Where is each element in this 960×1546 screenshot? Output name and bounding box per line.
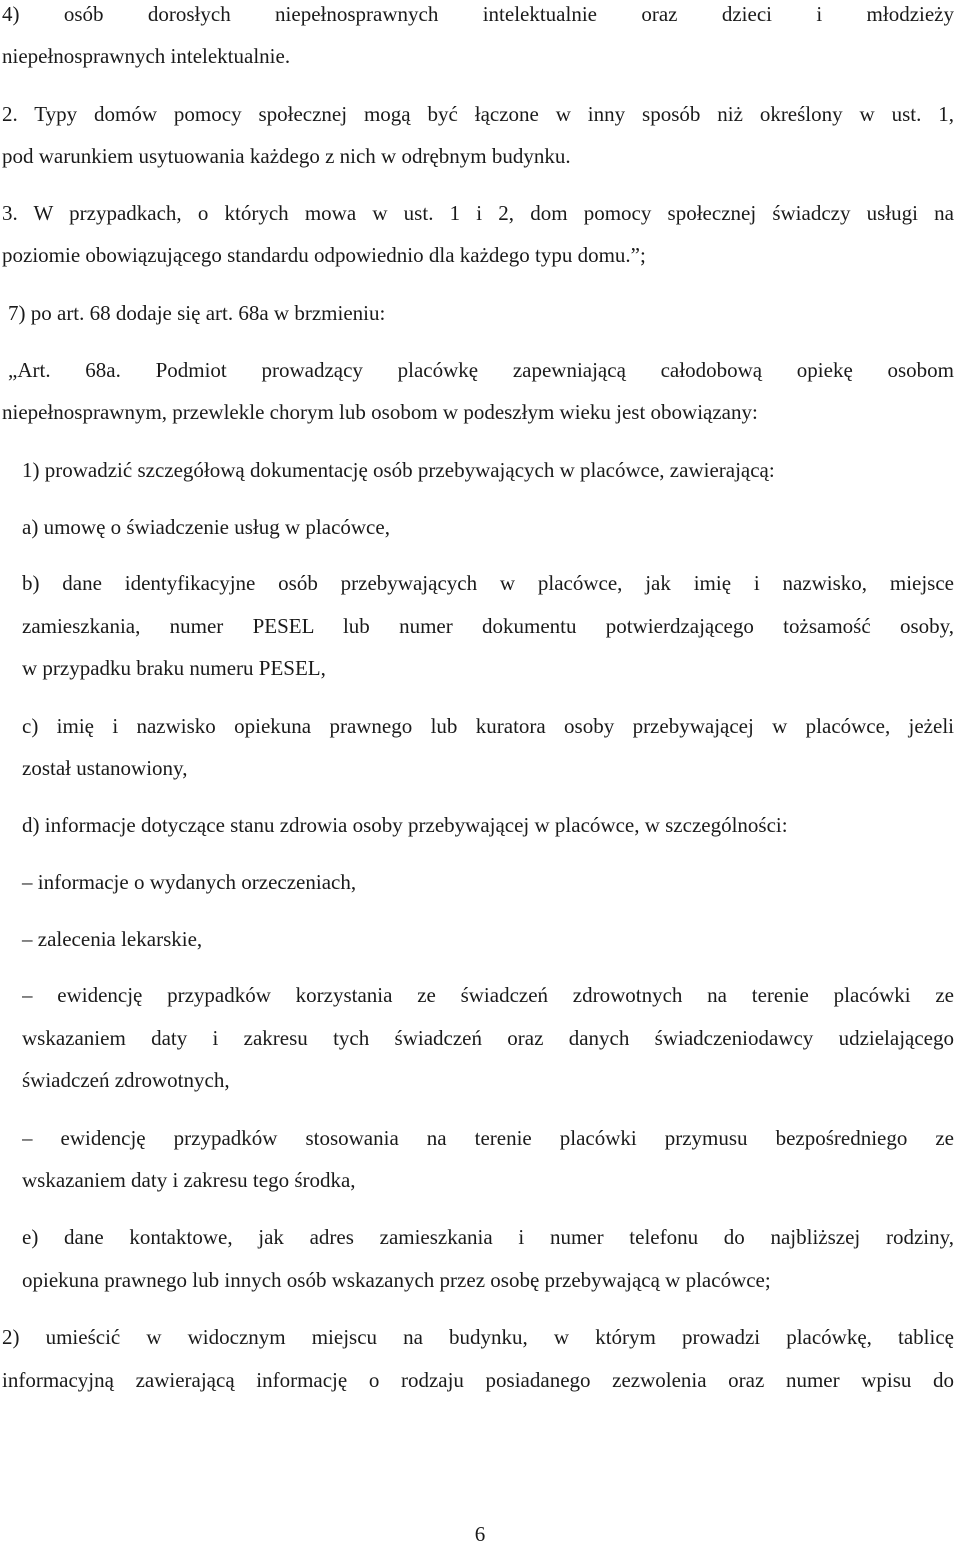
- text-line: – informacje o wydanych orzeczeniach,: [22, 870, 357, 894]
- text-line: informacyjną zawierającą informację o rodzaju posiadanego zezwolenia oraz numer wpisu do: [2, 1368, 954, 1392]
- text-line: został ustanowiony,: [22, 756, 188, 780]
- text-line: a) umowę o świadczenie usług w placówce,: [22, 515, 390, 539]
- text-line: 1) prowadzić szczegółową dokumentację osób przebywających w placówce, zawierającą:: [22, 458, 775, 482]
- text-line: – zalecenia lekarskie,: [22, 927, 203, 951]
- text-line: b) dane identyfikacyjne osób przebywających w placówce, jak imię i nazwisko, miejsce: [22, 571, 954, 595]
- text-line: – ewidencję przypadków stosowania na terenie placówki przymusu bezpośredniego ze: [22, 1126, 954, 1150]
- text-line: niepełnosprawnych intelektualnie.: [2, 44, 291, 68]
- text-line: wskazaniem daty i zakresu tego środka,: [22, 1168, 356, 1192]
- text-line: niepełnosprawnym, przewlekle chorym lub osobom w podeszłym wieku jest obowiązany:: [2, 400, 758, 424]
- text-line: c) imię i nazwisko opiekuna prawnego lub kuratora osoby przebywającej w placówce, jeżeli: [22, 714, 954, 738]
- text-line: 7) po art. 68 dodaje się art. 68a w brzmieniu:: [8, 301, 386, 325]
- text-line: e) dane kontaktowe, jak adres zamieszkania i numer telefonu do najbliższej rodziny,: [22, 1225, 954, 1249]
- text-line: pod warunkiem usytuowania każdego z nich w odrębnym budynku.: [2, 144, 571, 168]
- page-number: 6: [474, 1522, 486, 1546]
- text-line: w przypadku braku numeru PESEL,: [22, 656, 326, 680]
- text-line: 4) osób dorosłych niepełnosprawnych intelektualnie oraz dzieci i młodzieży: [2, 2, 954, 26]
- text-line: 2. Typy domów pomocy społecznej mogą być łączone w inny sposób niż określony w ust. 1,: [2, 102, 954, 126]
- text-line: d) informacje dotyczące stanu zdrowia osoby przebywającej w placówce, w szczególności:: [22, 813, 788, 837]
- text-line: opiekuna prawnego lub innych osób wskazanych przez osobę przebywającą w placówce;: [22, 1268, 771, 1292]
- text-line: 3. W przypadkach, o których mowa w ust. 1 i 2, dom pomocy społecznej świadczy usługi na: [2, 201, 954, 225]
- text-line: 2) umieścić w widocznym miejscu na budynku, w którym prowadzi placówkę, tablicę: [2, 1325, 954, 1349]
- text-line: świadczeń zdrowotnych,: [22, 1068, 230, 1092]
- text-line: „Art. 68a. Podmiot prowadzący placówkę zapewniającą całodobową opiekę osobom: [8, 358, 954, 382]
- text-line: wskazaniem daty i zakresu tych świadczeń oraz danych świadczeniodawcy udzielającego: [22, 1026, 954, 1050]
- text-line: zamieszkania, numer PESEL lub numer dokumentu potwierdzającego tożsamość osoby,: [22, 614, 954, 638]
- text-line: – ewidencję przypadków korzystania ze świadczeń zdrowotnych na terenie placówki ze: [22, 983, 954, 1007]
- text-line: poziomie obowiązującego standardu odpowiednio dla każdego typu domu.”;: [2, 243, 646, 267]
